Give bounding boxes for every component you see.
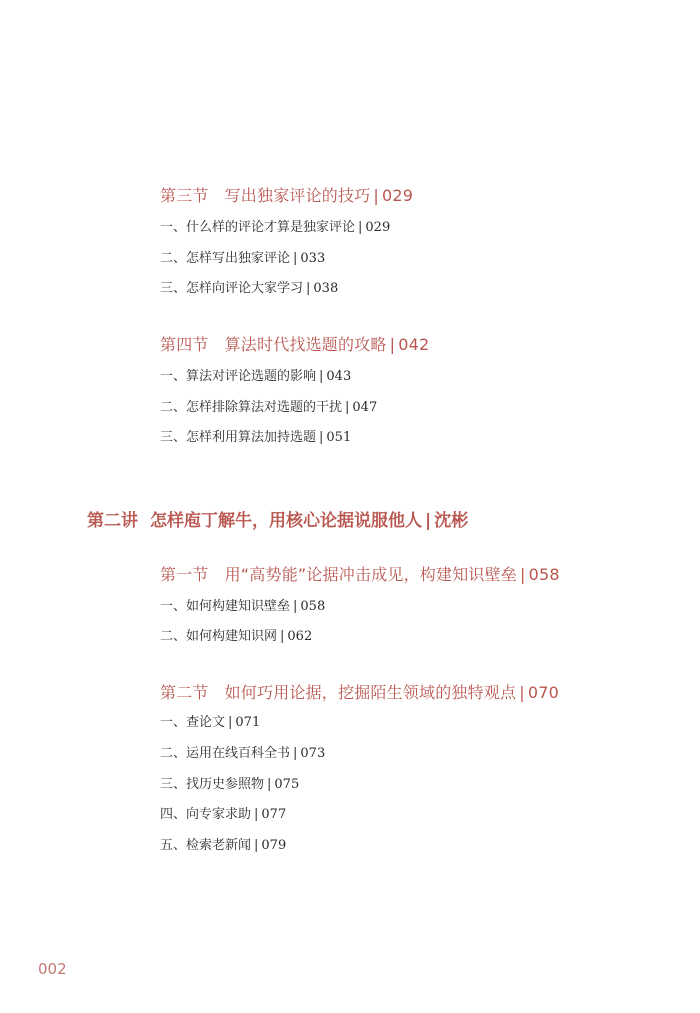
item-text: 三、怎样向评论大家学习 xyxy=(160,281,304,296)
item-text: 一、查论文 xyxy=(160,715,226,730)
item-text: 三、找历史参照物 xyxy=(160,777,265,792)
toc-item[interactable]: 三、怎样向评论大家学习 | 038 xyxy=(160,281,339,296)
lecture-label: 第二讲 xyxy=(87,511,138,531)
toc-item[interactable]: 一、什么样的评论才算是独家评论 | 029 xyxy=(160,220,391,235)
section-label: 第四节 xyxy=(160,335,209,354)
section-page: 029 xyxy=(382,186,414,205)
item-text: 一、算法对评论选题的影响 xyxy=(160,369,317,384)
section-label: 第二节 xyxy=(160,683,209,702)
toc-item[interactable]: 一、查论文 | 071 xyxy=(160,715,261,730)
section-title: 用“高势能”论据冲击成见，构建知识壁垒 xyxy=(224,565,517,584)
item-page: 062 xyxy=(287,629,313,644)
item-page: 073 xyxy=(300,746,326,761)
toc-item[interactable]: 五、检索老新闻 | 079 xyxy=(160,838,287,853)
item-page: 047 xyxy=(352,400,378,415)
section-title: 算法时代找选题的攻略 xyxy=(224,335,387,354)
toc-section-heading[interactable]: 第二节 如何巧用论据，挖掘陌生领域的独特观点 | 070 xyxy=(160,683,559,702)
toc-section-heading[interactable]: 第一节 用“高势能”论据冲击成见，构建知识壁垒 | 058 xyxy=(160,565,560,584)
item-page: 051 xyxy=(326,430,352,445)
lecture-author: 沈彬 xyxy=(434,511,469,531)
toc-item[interactable]: 二、如何构建知识网 | 062 xyxy=(160,629,313,644)
toc-section-heading[interactable]: 第三节 写出独家评论的技巧 | 029 xyxy=(160,186,414,205)
section-label: 第三节 xyxy=(160,186,209,205)
section-title: 写出独家评论的技巧 xyxy=(224,186,371,205)
toc-section-heading[interactable]: 第四节 算法时代找选题的攻略 | 042 xyxy=(160,335,430,354)
section-page: 058 xyxy=(528,565,560,584)
item-text: 一、什么样的评论才算是独家评论 xyxy=(160,220,356,235)
item-text: 二、怎样写出独家评论 xyxy=(160,251,291,266)
item-text: 二、运用在线百科全书 xyxy=(160,746,291,761)
toc-item[interactable]: 一、如何构建知识壁垒 | 058 xyxy=(160,599,326,614)
section-label: 第一节 xyxy=(160,565,209,584)
item-text: 五、检索老新闻 xyxy=(160,838,252,853)
section-title: 如何巧用论据，挖掘陌生领域的独特观点 xyxy=(224,683,517,702)
toc-item[interactable]: 二、运用在线百科全书 | 073 xyxy=(160,746,326,761)
toc-item[interactable]: 二、怎样排除算法对选题的干扰 | 047 xyxy=(160,400,378,415)
item-page: 043 xyxy=(326,369,352,384)
item-page: 077 xyxy=(261,807,287,822)
page-number: 002 xyxy=(38,960,67,978)
lecture-title: 怎样庖丁解牛，用核心论据说服他人 xyxy=(150,511,422,531)
item-page: 038 xyxy=(313,281,339,296)
toc-item[interactable]: 一、算法对评论选题的影响 | 043 xyxy=(160,369,352,384)
toc-item[interactable]: 二、怎样写出独家评论 | 033 xyxy=(160,251,326,266)
item-page: 058 xyxy=(300,599,326,614)
toc-item[interactable]: 四、向专家求助 | 077 xyxy=(160,807,287,822)
item-page: 029 xyxy=(365,220,391,235)
toc-item[interactable]: 三、怎样利用算法加持选题 | 051 xyxy=(160,430,352,445)
item-page: 071 xyxy=(235,715,261,730)
item-text: 四、向专家求助 xyxy=(160,807,252,822)
item-text: 三、怎样利用算法加持选题 xyxy=(160,430,317,445)
toc-item[interactable]: 三、找历史参照物 | 075 xyxy=(160,777,300,792)
item-text: 二、如何构建知识网 xyxy=(160,629,278,644)
item-page: 033 xyxy=(300,251,326,266)
item-text: 一、如何构建知识壁垒 xyxy=(160,599,291,614)
item-text: 二、怎样排除算法对选题的干扰 xyxy=(160,400,343,415)
toc-lecture-heading[interactable]: 第二讲 怎样庖丁解牛，用核心论据说服他人 | 沈彬 xyxy=(87,511,469,531)
item-page: 075 xyxy=(274,777,300,792)
section-page: 070 xyxy=(527,683,559,702)
section-page: 042 xyxy=(398,335,430,354)
item-page: 079 xyxy=(261,838,287,853)
